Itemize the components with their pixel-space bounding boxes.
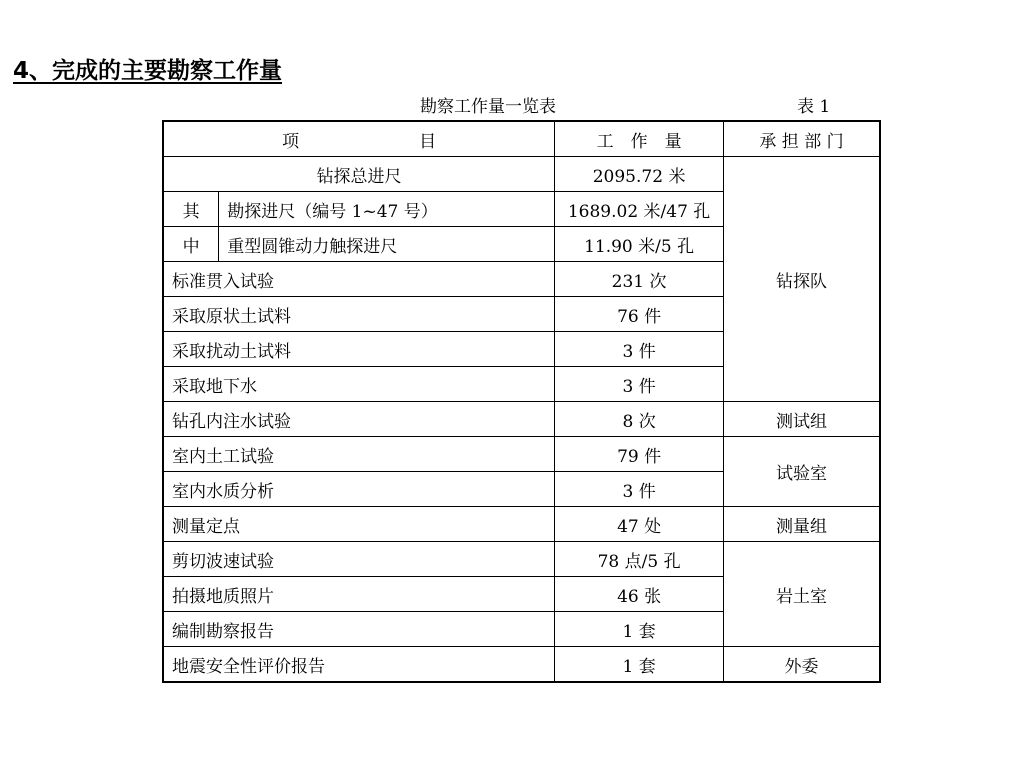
row-workload: 79 件	[555, 437, 724, 472]
table-row	[163, 437, 880, 472]
row-workload: 1 套	[555, 647, 724, 683]
row-workload: 46 张	[555, 577, 724, 612]
header-department: 承 担 部 门	[724, 121, 880, 157]
sub-label-top: 其	[163, 192, 219, 227]
row-workload: 47 处	[555, 507, 724, 542]
row-item: 地震安全性评价报告	[163, 647, 555, 683]
row-item: 钻孔内注水试验	[163, 402, 555, 437]
row-workload: 8 次	[555, 402, 724, 437]
header-item-left: 项	[282, 131, 300, 152]
row-workload: 2095.72 米	[555, 157, 724, 192]
section-heading: 4、完成的主要勘察工作量	[13, 58, 283, 84]
row-workload: 76 件	[555, 297, 724, 332]
row-item: 标准贯入试验	[163, 262, 555, 297]
table-row	[163, 647, 880, 683]
table-number: 表 1	[797, 97, 831, 117]
table-row	[163, 542, 880, 577]
department-geotech: 岩土室	[724, 542, 880, 647]
sub-label-bottom: 中	[163, 227, 219, 262]
row-item: 室内土工试验	[163, 437, 555, 472]
header-item	[163, 121, 555, 157]
department-survey: 测量组	[724, 507, 880, 542]
row-item: 拍摄地质照片	[163, 577, 555, 612]
row-workload: 11.90 米/5 孔	[555, 227, 724, 262]
department-drilling: 钻探队	[724, 157, 880, 402]
row-workload: 1689.02 米/47 孔	[555, 192, 724, 227]
row-workload: 3 件	[555, 367, 724, 402]
row-item: 编制勘察报告	[163, 612, 555, 647]
header-item-right: 目	[419, 131, 437, 152]
row-workload: 1 套	[555, 612, 724, 647]
table-header-row	[163, 121, 880, 157]
row-workload: 231 次	[555, 262, 724, 297]
table-row	[163, 402, 880, 437]
row-item: 重型圆锥动力触探进尺	[219, 227, 555, 262]
department-lab: 试验室	[724, 437, 880, 507]
workload-table	[162, 120, 881, 683]
row-item: 采取原状土试料	[163, 297, 555, 332]
row-item: 剪切波速试验	[163, 542, 555, 577]
department-external: 外委	[724, 647, 880, 683]
row-item: 采取地下水	[163, 367, 555, 402]
row-item: 测量定点	[163, 507, 555, 542]
department-testing: 测试组	[724, 402, 880, 437]
row-item: 钻探总进尺	[163, 157, 555, 192]
row-item: 采取扰动土试料	[163, 332, 555, 367]
header-workload: 工 作 量	[555, 121, 724, 157]
table-row	[163, 507, 880, 542]
row-workload: 78 点/5 孔	[555, 542, 724, 577]
table-row	[163, 157, 880, 192]
row-workload: 3 件	[555, 472, 724, 507]
row-workload: 3 件	[555, 332, 724, 367]
row-item: 勘探进尺（编号 1~47 号）	[219, 192, 555, 227]
row-item: 室内水质分析	[163, 472, 555, 507]
table-caption: 勘察工作量一览表	[420, 97, 556, 117]
